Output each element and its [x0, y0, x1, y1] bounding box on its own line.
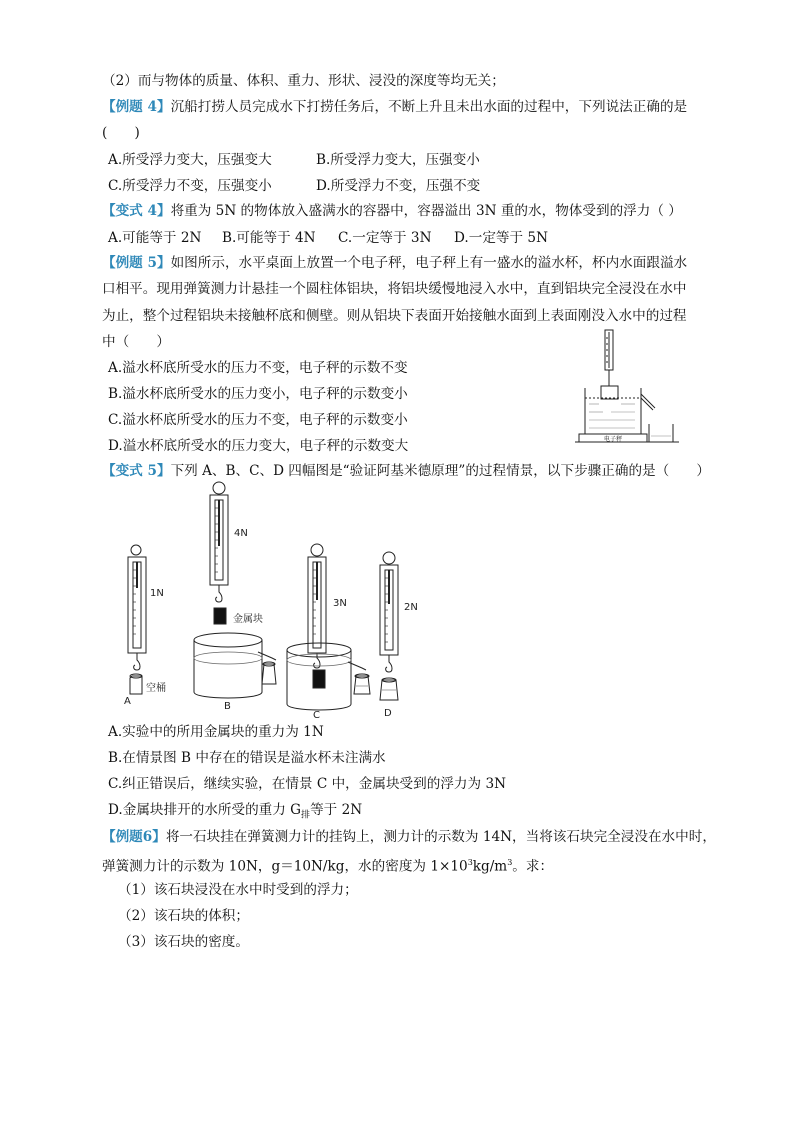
variant-4-question — [102, 201, 682, 221]
metal-block-label: 金属块 — [233, 614, 263, 625]
scale-a — [128, 545, 146, 694]
example-5-text-1: 如图所示，水平桌面上放置一个电子秤，电子秤上有一盛水的溢水杯，杯内水面跟溢水 — [170, 255, 688, 271]
example-4-option-a: A.所受浮力变大，压强变大 — [108, 152, 272, 168]
example-4-tag: 【例题 4】 — [102, 99, 171, 115]
example-4-text-1: 沉船打捞人员完成水下打捞任务后，不断上升且未出水面的过程中，下列说法正确的是 — [170, 99, 688, 115]
example-5-text-3: 为止，整个过程铝块未接触杯底和侧壁。则从铝块下表面开始接触水面到上表面刚没入水中的过程 — [102, 308, 687, 324]
empty-bucket-label: 空桶 — [146, 683, 166, 694]
variant-5-option-d-post: 等于 2N — [310, 802, 363, 818]
variant-4-text: 将重为 5N 的物体放入盛满水的容器中，容器溢出 3N 重的水，物体受到的浮力（ ） — [170, 203, 682, 219]
overflow-cup-scale-figure — [575, 328, 685, 452]
example-5-text-2: 口相平。现用弹簧测力计悬挂一个圆柱体铝块，将铝块缓慢地浸入水中，直到铝块完全浸没在水中 — [102, 281, 687, 297]
scale-b — [194, 482, 276, 698]
example-5-question — [102, 253, 687, 273]
example-6-sub-1: （1）该石块浸没在水中时受到的浮力； — [118, 882, 358, 898]
variant-5-tag: 【变式 5】 — [102, 463, 171, 479]
figure-label-a: A — [124, 696, 131, 707]
example-6-sup-1: 3 — [467, 858, 473, 867]
intro-line: （2）而与物体的质量、体积、重力、形状、浸没的深度等均无关； — [102, 73, 505, 89]
variant-4-tag: 【变式 4】 — [102, 203, 171, 219]
variant-5-option-c: C.纠正错误后，继续实验，在情景 C 中，金属块受到的浮力为 3N — [108, 776, 506, 792]
variant-5-option-a: A.实验中的所用金属块的重力为 1N — [108, 724, 324, 740]
example-5-option-c: C.溢水杯底所受水的压力不变，电子秤的示数变小 — [108, 412, 408, 428]
example-6-sub-3: （3）该石块的密度。 — [118, 934, 249, 950]
example-5-option-a: A.溢水杯底所受水的压力不变，电子秤的示数不变 — [108, 360, 408, 376]
reading-c: 3N — [333, 598, 347, 609]
figure-label-c: C — [313, 710, 320, 720]
variant-5-option-d — [108, 800, 362, 826]
example-4-question — [102, 97, 687, 117]
scale-label: 电子秤 — [603, 436, 623, 443]
variant-5-option-d-sub: 排 — [301, 810, 311, 821]
example-5-option-b: B.溢水杯底所受水的压力变小，电子秤的示数变小 — [108, 386, 408, 402]
example-6-text-2-post: 。求： — [512, 858, 554, 875]
variant-4-option-c: C.一定等于 3N — [338, 230, 432, 246]
figure-label-b: B — [224, 701, 231, 712]
example-5-option-d: D.溢水杯底所受水的压力变大，电子秤的示数变大 — [108, 438, 409, 454]
reading-a: 1N — [150, 588, 164, 599]
scale-c — [287, 544, 370, 710]
variant-4-option-d: D.一定等于 5N — [454, 230, 548, 246]
example-4-option-b: B.所受浮力变大，压强变小 — [316, 152, 480, 168]
example-6-sub-2: （2）该石块的体积； — [118, 908, 249, 924]
scale-d — [380, 552, 398, 700]
figure-label-d: D — [384, 708, 392, 719]
example-5-tag: 【例题 5】 — [102, 255, 171, 271]
reading-d: 2N — [404, 602, 418, 613]
variant-4-option-a: A.可能等于 2N — [108, 230, 202, 246]
example-4-option-d: D.所受浮力不变，压强不变 — [316, 178, 481, 194]
reading-b: 4N — [234, 528, 248, 539]
example-6-text-1: 将一石块挂在弹簧测力计的挂钩上，测力计的示数为 14N，当将该石块完全浸没在水中时， — [165, 829, 716, 845]
archimedes-experiment-figure — [112, 478, 438, 720]
variant-5-text: 下列 A、B、C、D 四幅图是“验证阿基米德原理”的过程情景，以下步骤正确的是（ ） — [170, 463, 711, 479]
example-6-sup-2: 3 — [507, 858, 513, 867]
variant-5-option-b: B.在情景图 B 中存在的错误是溢水杯未注满水 — [108, 750, 386, 766]
example-4-text-2: ( ) — [102, 125, 140, 141]
example-4-option-c: C.所受浮力不变，压强变小 — [108, 178, 272, 194]
example-6-question — [102, 827, 716, 847]
example-6-text-2-mid: kg/m — [472, 858, 508, 875]
example-6-text-2-pre: 弹簧测力计的示数为 10N，g＝10N/kg，水的密度为 1×10 — [102, 858, 468, 875]
example-5-text-4: 中（ ） — [102, 334, 170, 350]
example-6-tag: 【例题6】 — [102, 829, 166, 845]
example-6-text-2 — [102, 853, 553, 877]
variant-4-option-b: B.可能等于 4N — [222, 230, 316, 246]
variant-5-option-d-pre: D.金属块排开的水所受的重力 G — [108, 802, 302, 818]
